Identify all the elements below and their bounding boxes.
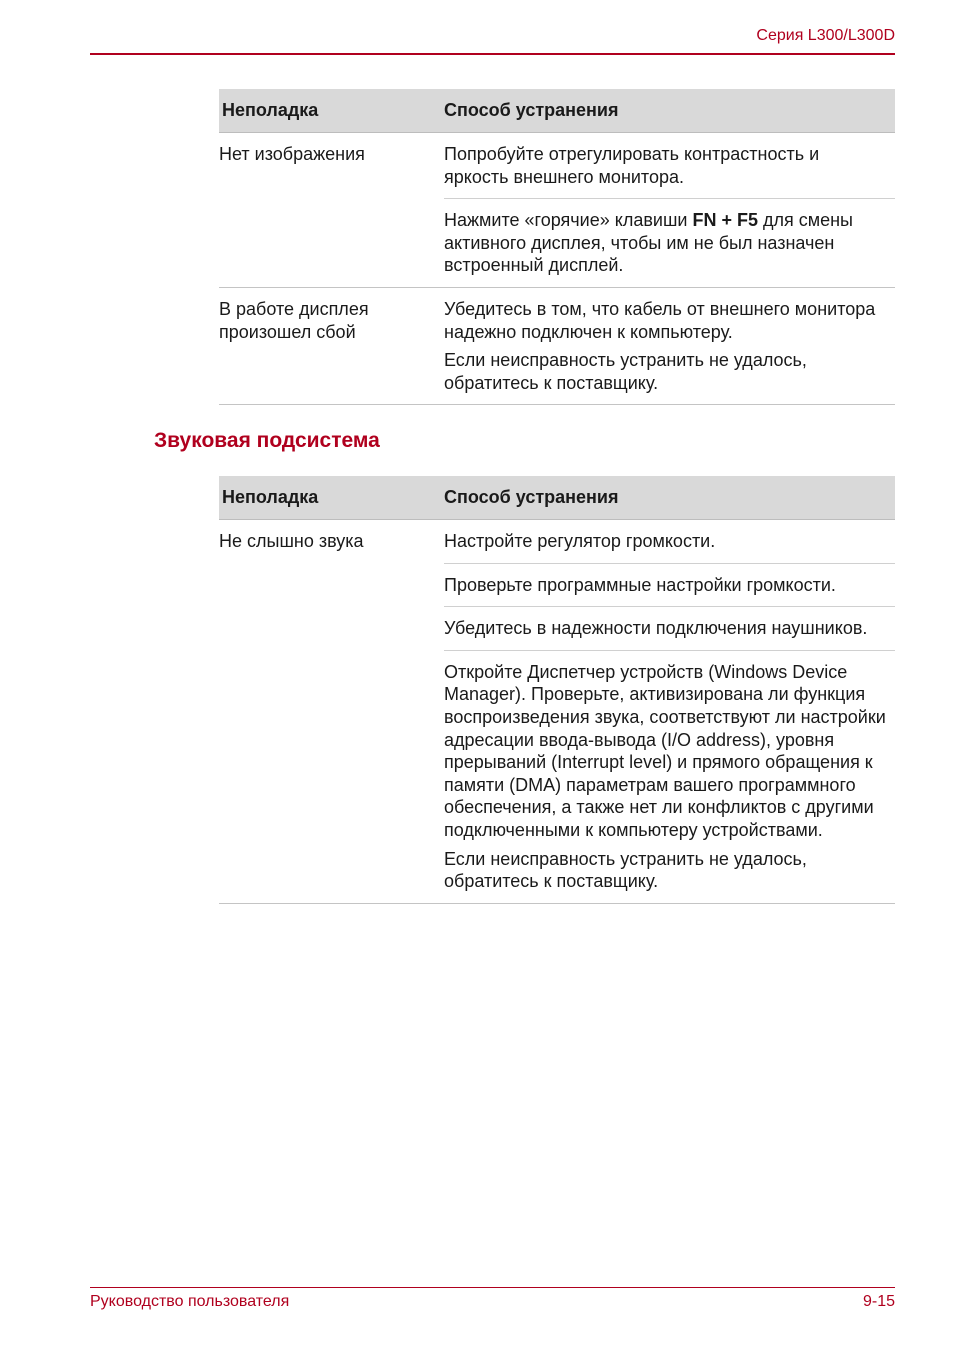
- solutions-cell: [444, 288, 895, 404]
- troubleshooting-table-sound: [219, 476, 895, 904]
- column-header-solution: Способ устранения: [444, 487, 619, 508]
- solutions-cell: [444, 520, 895, 903]
- solution-item: Если неисправность устранить не удалось, обратитесь к поставщику.: [444, 350, 807, 393]
- solution-text: Нажмите «горячие» клавиши: [444, 210, 693, 231]
- solution-text: для смены активного дисплея, чтобы им не был назначен встроенный дисплей.: [444, 210, 853, 276]
- problem-cell: В работе дисплея произошел сбой: [219, 298, 369, 342]
- page-number: 9-15: [862, 1293, 895, 1310]
- problem-cell: Не слышно звука: [219, 531, 364, 551]
- column-header-problem: Неполадка: [222, 487, 319, 508]
- solution-item: Настройте регулятор громкости.: [444, 531, 716, 551]
- troubleshooting-table-display: [219, 89, 895, 405]
- column-header-solution: Способ устранения: [444, 100, 619, 121]
- footer-divider: [90, 1287, 895, 1288]
- footer-manual-title: Руководство пользователя: [90, 1293, 290, 1310]
- solution-item: Проверьте программные настройки громкости.: [444, 563, 895, 607]
- table-row: [219, 520, 895, 904]
- table-header: [219, 89, 895, 133]
- solution-item: Откройте Диспетчер устройств (Windows Device Manager). Проверьте, активизирована ли функция воспроизведения звука, соответствуют ли настройки адресации ввода-вывода (I/O address), уровня прерываний (Interrupt level) и прямого обращения к памяти (DMA) параметрам вашего программного обеспечения, а также нет ли конфликтов с другими подключенными к компьютеру устройствами.: [444, 650, 895, 848]
- running-header: Серия L300/L300D: [756, 27, 895, 44]
- solution-item: Попробуйте отрегулировать контрастность и яркость внешнего монитора.: [444, 144, 820, 187]
- solutions-cell: [444, 133, 895, 287]
- table-row: [219, 133, 895, 288]
- hotkey-label: FN + F5: [692, 210, 758, 231]
- solution-item: Если неисправность устранить не удалось, обратитесь к поставщику.: [444, 848, 807, 892]
- section-title: Звуковая подсистема: [154, 429, 380, 452]
- table-row: [219, 288, 895, 405]
- solution-item: Убедитесь в надежности подключения наушников.: [444, 606, 895, 650]
- solution-item: [444, 198, 895, 287]
- solution-item: Убедитесь в том, что кабель от внешнего монитора надежно подключен к компьютеру.: [444, 298, 876, 342]
- column-header-problem: Неполадка: [222, 100, 319, 121]
- header-divider: [90, 53, 895, 55]
- table-header: [219, 476, 895, 520]
- problem-cell: Нет изображения: [219, 144, 365, 164]
